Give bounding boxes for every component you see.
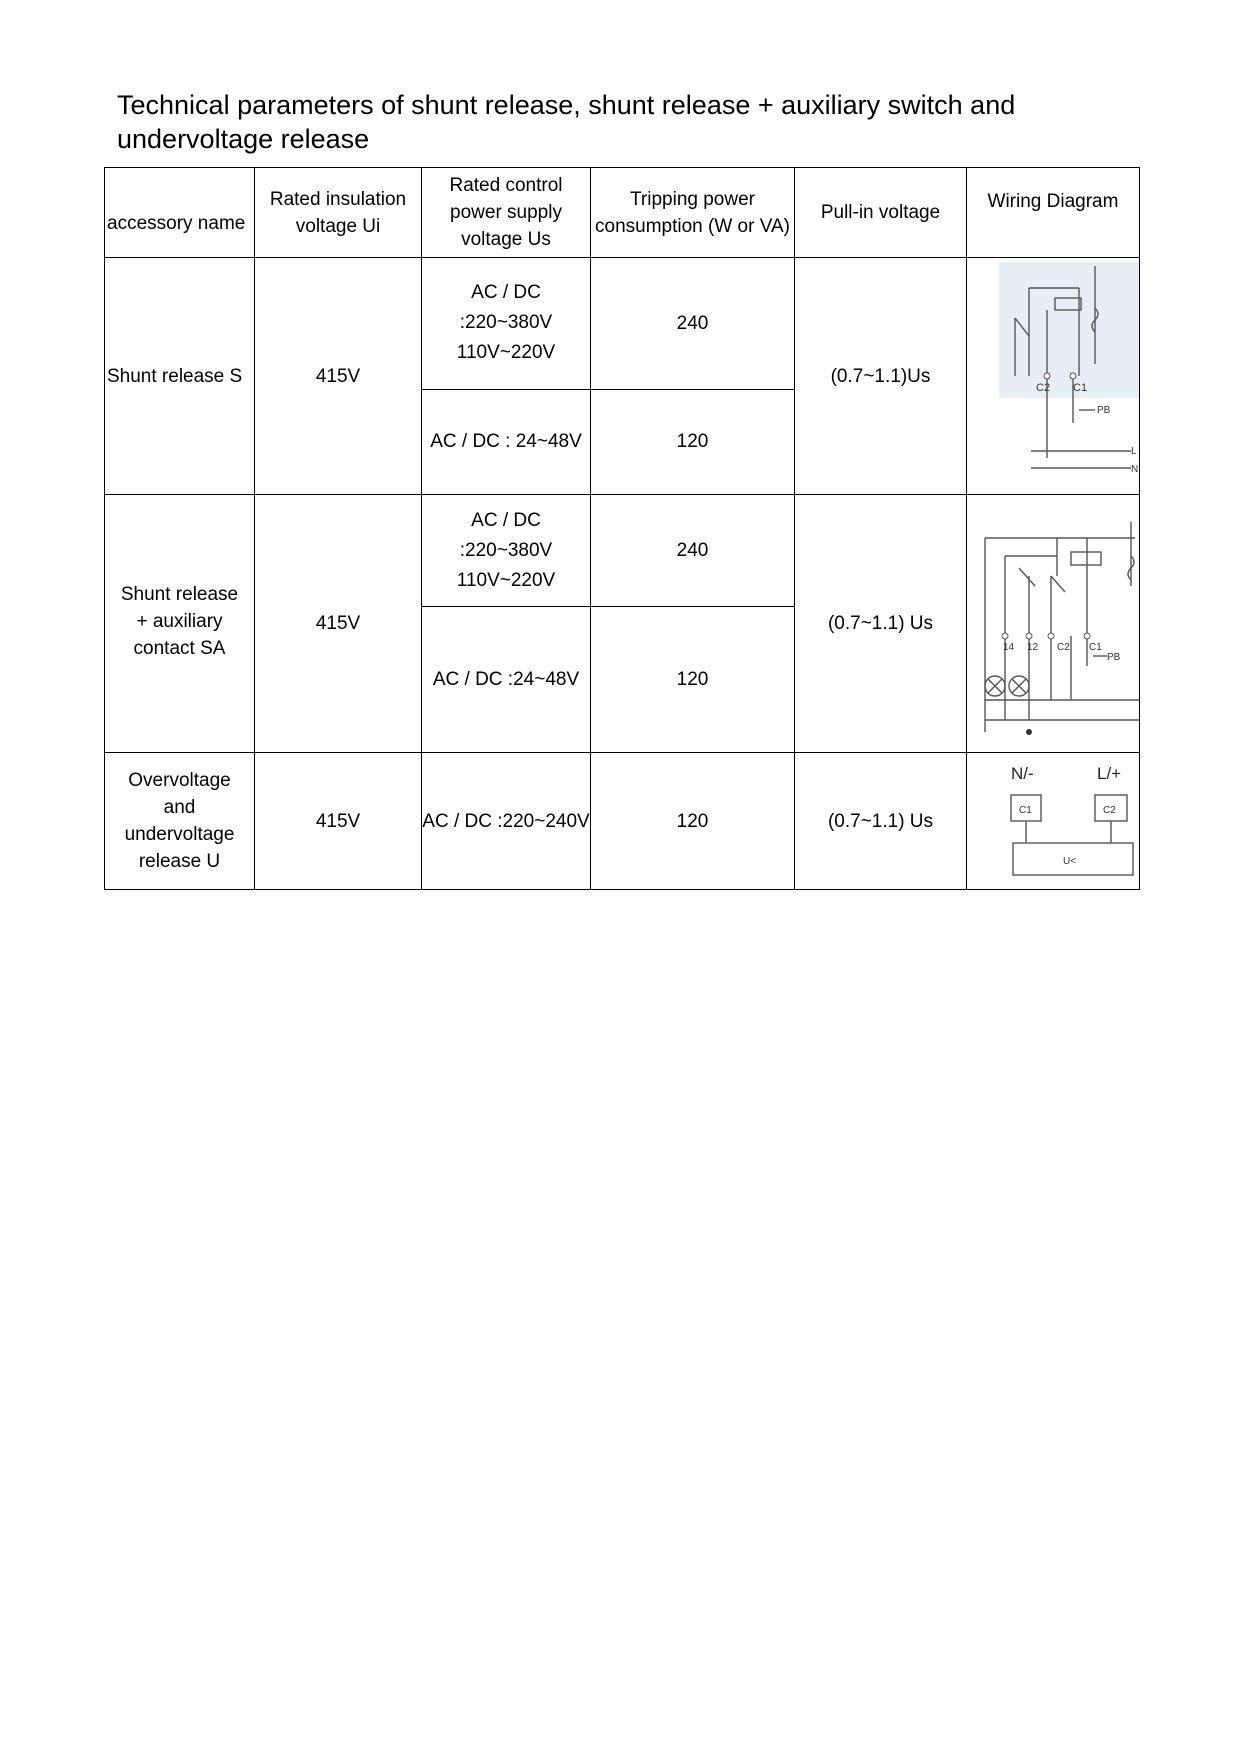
table-row	[105, 753, 1140, 890]
insulation-voltage-cell: 415V	[255, 495, 422, 753]
pull-in-voltage-cell: (0.7~1.1) Us	[795, 495, 967, 753]
control-voltage-cell: AC / DC :220~240V	[422, 753, 591, 890]
tripping-power-cell: 240	[591, 495, 795, 607]
diagram-label: 12	[1027, 641, 1039, 653]
parameters-table	[104, 167, 1140, 890]
header-insulation-voltage: Rated insulation voltage Ui	[255, 168, 422, 258]
accessory-name-cell: Shunt release + auxiliary contact SA	[105, 495, 255, 753]
accessory-name-cell: Overvoltage and undervoltage release U	[105, 753, 255, 890]
header-accessory-name: accessory name	[105, 168, 255, 258]
document-title	[117, 88, 1117, 156]
diagram-label: N/-	[1011, 764, 1034, 783]
pull-in-voltage-cell: (0.7~1.1)Us	[795, 258, 967, 495]
shunt-auxiliary-diagram	[967, 496, 1139, 752]
diagram-label: C2	[1036, 382, 1051, 394]
tripping-power-cell: 120	[591, 607, 795, 753]
insulation-voltage-cell: 415V	[255, 258, 422, 495]
control-voltage-cell: AC / DC :220~380V 110V~220V	[422, 495, 591, 607]
shunt-release-diagram	[967, 258, 1139, 494]
control-voltage-cell: AC / DC :220~380V 110V~220V	[422, 258, 591, 390]
diagram-label: N	[1131, 464, 1139, 475]
title-line-1: Technical parameters of shunt release, shunt release + auxiliary switch and	[117, 90, 1016, 120]
table-row	[105, 495, 1140, 607]
header-tripping-power: Tripping power consumption (W or VA)	[591, 168, 795, 258]
pull-in-voltage-cell: (0.7~1.1) Us	[795, 753, 967, 890]
diagram-label: C1	[1073, 382, 1088, 394]
wiring-diagram-cell	[967, 753, 1140, 890]
table-row	[105, 258, 1140, 390]
control-voltage-cell: AC / DC : 24~48V	[422, 389, 591, 494]
diagram-label: C1	[1089, 641, 1102, 653]
header-control-voltage: Rated control power supply voltage Us	[422, 168, 591, 258]
header-pull-in-voltage: Pull-in voltage	[795, 168, 967, 258]
wiring-diagram-cell	[967, 495, 1140, 753]
diagram-label: PB	[1107, 651, 1121, 663]
header-wiring-diagram: Wiring Diagram	[967, 168, 1140, 258]
diagram-label: C2	[1057, 641, 1070, 653]
diagram-label: L/+	[1097, 764, 1122, 783]
undervoltage-release-diagram	[967, 753, 1139, 889]
diagram-label: L	[1131, 446, 1137, 457]
wiring-diagram-cell	[967, 258, 1140, 495]
tripping-power-cell: 120	[591, 389, 795, 494]
header-row	[105, 168, 1140, 258]
diagram-label: PB	[1097, 405, 1111, 416]
tripping-power-cell: 240	[591, 258, 795, 390]
diagram-label: 14	[1003, 641, 1015, 653]
insulation-voltage-cell: 415V	[255, 753, 422, 890]
tripping-power-cell: 120	[591, 753, 795, 890]
control-voltage-cell: AC / DC :24~48V	[422, 607, 591, 753]
accessory-name-cell: Shunt release S	[105, 258, 255, 495]
diagram-label: U<	[1063, 856, 1077, 867]
diagram-label: C1	[1019, 805, 1032, 816]
diagram-label: C2	[1103, 805, 1116, 816]
title-line-2: undervoltage release	[117, 124, 370, 154]
